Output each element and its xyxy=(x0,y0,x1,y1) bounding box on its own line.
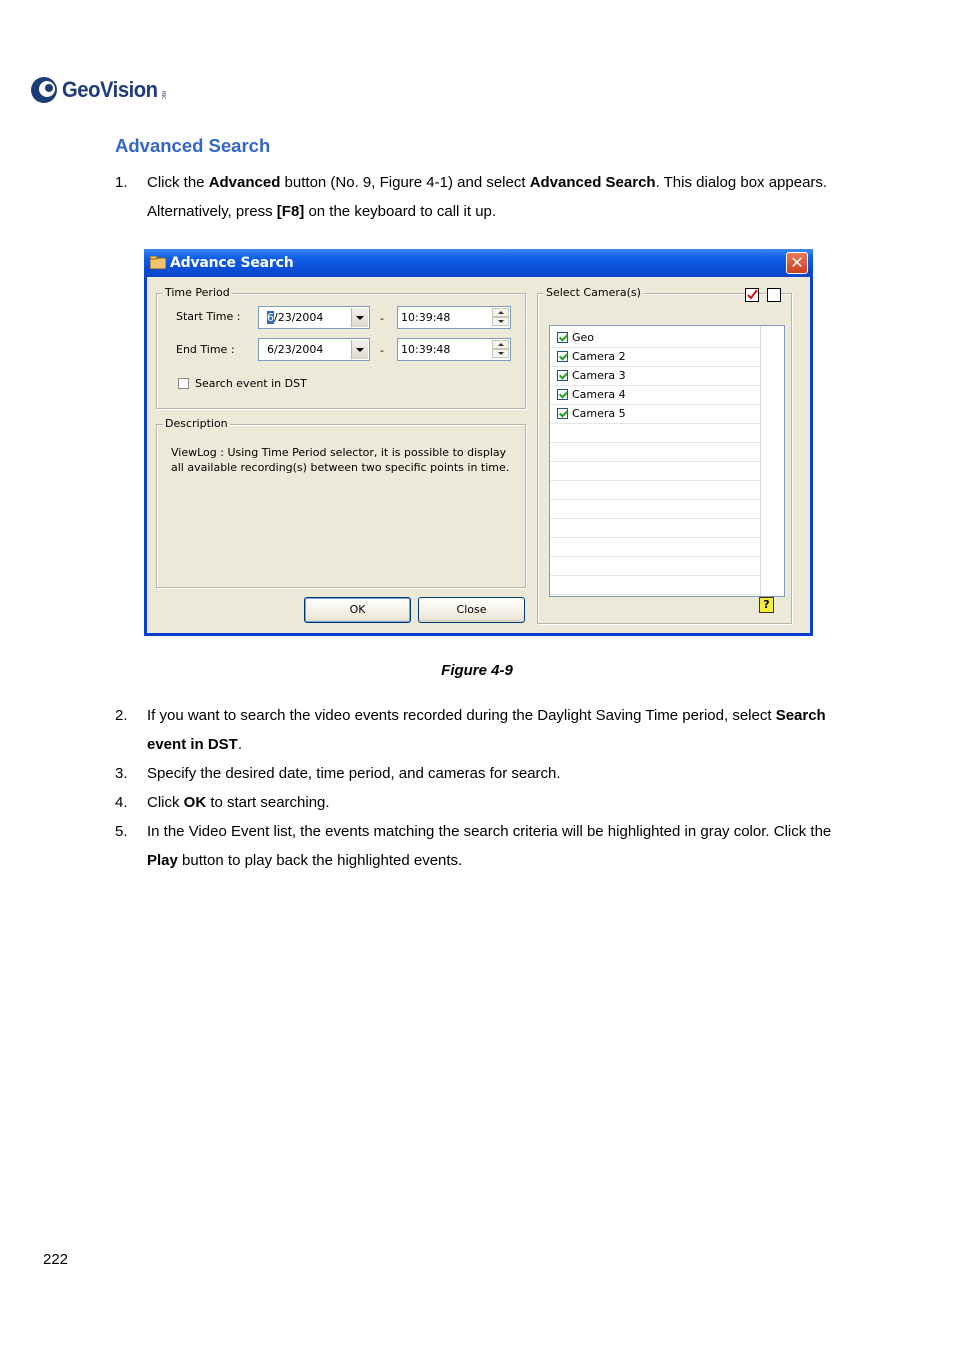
description-text: ViewLog : Using Time Period selector, it is possible to display all available recording(s) between two specific points in time. xyxy=(171,446,510,474)
text-bold: Advanced Search xyxy=(529,174,656,191)
logo-text: GeoVision xyxy=(62,77,158,102)
close-icon[interactable]: ✕ xyxy=(786,252,808,274)
list-item xyxy=(550,519,760,538)
text-bold: Play xyxy=(147,852,178,869)
text-run: button to play back the highlighted events. xyxy=(177,852,463,869)
select-cameras-legend: Select Camera(s) xyxy=(546,286,641,299)
text-run: button (No. 9, Figure 4-1) and select xyxy=(280,174,530,191)
spin-up-icon[interactable] xyxy=(492,308,509,317)
start-time-spinner[interactable] xyxy=(492,308,509,327)
camera-checkbox[interactable] xyxy=(557,370,568,381)
text-bold: OK xyxy=(183,794,207,811)
list-item xyxy=(550,443,760,462)
description-group xyxy=(156,417,526,588)
step-2 xyxy=(115,701,835,759)
step-1 xyxy=(115,168,835,226)
camera-checkbox[interactable] xyxy=(557,351,568,362)
page-number: 222 xyxy=(43,1251,69,1268)
step-number: 5. xyxy=(115,823,128,840)
list-item xyxy=(550,576,760,595)
check-all-icon[interactable] xyxy=(745,288,759,302)
help-icon[interactable]: ? xyxy=(759,597,774,613)
step-text xyxy=(147,759,835,788)
text-run: If you want to search the video events recorded during the Daylight Saving Time period, select xyxy=(147,707,776,724)
text-bold: Advanced xyxy=(208,174,281,191)
list-item xyxy=(550,538,760,557)
text-run: In the Video Event list, the events matching the search criteria will be highlighted in gray color. Click the xyxy=(147,823,832,840)
dst-checkbox[interactable] xyxy=(178,378,189,389)
camera-label: Camera 5 xyxy=(572,407,626,420)
step-number: 2. xyxy=(115,707,128,724)
end-time-label: End Time : xyxy=(176,343,235,356)
list-item xyxy=(550,481,760,500)
text-run: Click xyxy=(147,794,184,811)
step-5 xyxy=(115,817,835,875)
camera-label: Camera 3 xyxy=(572,369,626,382)
camera-list[interactable] xyxy=(549,325,785,597)
start-date-picker[interactable] xyxy=(258,306,370,329)
step-4 xyxy=(115,788,835,817)
window-app-icon xyxy=(150,256,166,269)
text-run: to start searching. xyxy=(206,794,330,811)
camera-checkbox[interactable] xyxy=(557,408,568,419)
end-time-field[interactable] xyxy=(397,338,511,361)
section-title: Advanced Search xyxy=(115,135,271,156)
start-time-value: 10:39:48 xyxy=(401,311,451,324)
end-time-value: 10:39:48 xyxy=(401,343,451,356)
list-item xyxy=(550,424,760,443)
camera-label: Camera 4 xyxy=(572,388,626,401)
list-item xyxy=(550,500,760,519)
list-item xyxy=(550,462,760,481)
start-dash: - xyxy=(380,312,384,325)
start-date-value: /23/2004 xyxy=(274,311,324,324)
camera-label: Geo xyxy=(572,331,595,344)
dialog-titlebar[interactable] xyxy=(144,249,813,277)
advance-search-dialog xyxy=(144,249,813,636)
geovision-logo xyxy=(30,72,166,108)
geovision-logo-icon xyxy=(30,75,60,105)
text-bold: Search event in DST xyxy=(147,707,826,753)
uncheck-all-icon[interactable] xyxy=(767,288,781,302)
spin-down-icon[interactable] xyxy=(492,317,509,326)
camera-checkbox[interactable] xyxy=(557,332,568,343)
text-run: on the keyboard to call it up. xyxy=(304,203,497,220)
select-cameras-group xyxy=(537,286,792,624)
step-number: 1. xyxy=(115,174,128,191)
time-period-legend: Time Period xyxy=(165,286,230,299)
start-time-field[interactable] xyxy=(397,306,511,329)
time-period-group xyxy=(156,286,526,409)
dialog-title: Advance Search xyxy=(170,255,294,271)
ok-button[interactable]: OK xyxy=(304,597,411,623)
close-button[interactable]: Close xyxy=(418,597,525,623)
end-date-picker[interactable] xyxy=(258,338,370,361)
spin-up-icon[interactable] xyxy=(492,340,509,349)
step-text xyxy=(147,817,835,875)
text-run: Click the xyxy=(147,174,209,191)
logo-trademark: INC xyxy=(159,90,166,100)
start-date-selected-part: 6 xyxy=(267,311,274,324)
dialog-client-area xyxy=(147,277,810,633)
camera-checkbox[interactable] xyxy=(557,389,568,400)
camera-label: Camera 2 xyxy=(572,350,626,363)
text-run: . xyxy=(237,736,243,753)
text-run: Specify the desired date, time period, and cameras for search. xyxy=(147,765,561,782)
start-time-label: Start Time : xyxy=(176,310,241,323)
list-item[interactable] xyxy=(550,367,760,386)
step-3 xyxy=(115,759,835,788)
end-date-value: 6/23/2004 xyxy=(267,343,324,356)
list-item[interactable] xyxy=(550,348,760,367)
step-text xyxy=(147,701,835,759)
step-number: 4. xyxy=(115,794,128,811)
text-run: . This dialog box appears. Alternatively, press xyxy=(147,174,828,220)
dst-label: Search event in DST xyxy=(195,377,307,390)
text-bold: [F8] xyxy=(276,203,305,220)
description-legend: Description xyxy=(165,417,228,430)
list-item[interactable] xyxy=(550,329,760,348)
dropdown-arrow-icon[interactable] xyxy=(351,308,368,327)
figure-caption: Figure 4-9 xyxy=(441,662,513,679)
list-column-divider xyxy=(760,326,761,596)
spin-down-icon[interactable] xyxy=(492,349,509,358)
list-item xyxy=(550,557,760,576)
dropdown-arrow-icon[interactable] xyxy=(351,340,368,359)
step-text xyxy=(147,168,835,226)
end-time-spinner[interactable] xyxy=(492,340,509,359)
list-item[interactable] xyxy=(550,405,760,424)
step-text xyxy=(147,788,835,817)
end-dash: - xyxy=(380,344,384,357)
list-item[interactable] xyxy=(550,386,760,405)
step-number: 3. xyxy=(115,765,128,782)
